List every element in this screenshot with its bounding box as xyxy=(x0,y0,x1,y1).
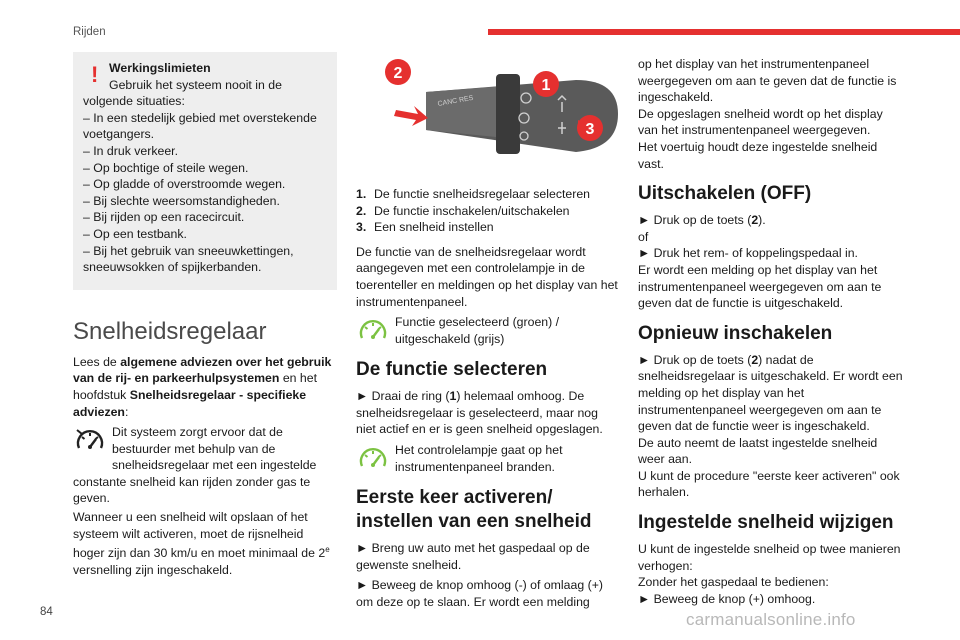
heading-reactivate: Opnieuw inschakelen xyxy=(638,322,833,344)
intro-paragraph: Lees de algemene adviezen over het gebruik van de rij- en parkeerhulpsystemen en het hoofdstuk Snelheidsregelaar - specifieke adviezen: xyxy=(73,354,332,419)
change-step: ► Beweeg de knop (+) omhoog. xyxy=(638,591,816,606)
warning-line: volgende situaties: xyxy=(83,94,185,109)
callout-2: 2 xyxy=(393,65,403,82)
warning-line: sneeuwsokken of spijkerbanden. xyxy=(83,260,262,275)
callout-3: 3 xyxy=(585,121,595,138)
heading-change-speed: Ingestelde snelheid wijzigen xyxy=(638,512,894,534)
warning-line: – Bij slechte weersomstandigheden. xyxy=(83,193,280,208)
list-item: 3. Een snelheid instellen xyxy=(356,220,494,235)
steering-lever-illustration xyxy=(356,52,620,172)
indicator-icon-note-2 xyxy=(356,442,620,476)
indicator-icon-note xyxy=(356,314,620,348)
activation-requirements: Wanneer u een snelheid wilt opslaan of het systeem wilt activeren, moet de rijsnelheid hoger zijn dan 30 km/u en moet minimaal de 2e versnelling zijn ingeschakeld. xyxy=(73,510,330,577)
warning-lines xyxy=(83,93,327,276)
section-heading-cruise-control: Snelheidsregelaar xyxy=(73,317,267,345)
list-item: 1. De functie snelheidsregelaar selecteren xyxy=(356,187,591,201)
off-step-1: ► Druk op de toets (2). xyxy=(638,213,766,228)
warning-line: – Bij het gebruik van sneeuwkettingen, xyxy=(83,243,294,258)
warning-line: – Op gladde of overstroomde wegen. xyxy=(83,177,286,192)
callout-1: 1 xyxy=(541,77,551,94)
first-step-2: ► Beweeg de knop omhoog (-) of omlaag (+) om deze op te slaan. Er wordt een melding xyxy=(356,578,603,609)
cruise-indicator-icon xyxy=(356,314,390,348)
warning-box xyxy=(73,52,337,290)
on-repeat: U kunt de procedure "eerste keer activeren" ook herhalen. xyxy=(638,468,900,500)
warning-line: – Bij rijden op een racecircuit. xyxy=(83,210,245,225)
warning-title: Werkingslimieten xyxy=(109,61,211,75)
warning-line: voetgangers. xyxy=(83,127,155,142)
list-item: 2. De functie inschakelen/uitschakelen xyxy=(356,203,570,218)
header-title: Rijden xyxy=(73,26,106,38)
lever-canc-res-text: CANC RES xyxy=(437,94,474,108)
heading-first-activation: Eerste keer activeren/ instellen van een snelheid xyxy=(356,486,592,532)
off-message: Er wordt een melding op het display van het instrumentenpaneel weergegeven om aan te geven dat de functie is uitgeschakeld. xyxy=(638,262,882,311)
push-arrow-icon xyxy=(394,106,428,126)
on-resume: De auto neemt de laatst ingestelde snelheid weer aan. xyxy=(638,435,878,467)
heading-select-function: De functie selecteren xyxy=(356,359,548,381)
first-step-1: ► Breng uw auto met het gaspedaal op de gewenste snelheid. xyxy=(356,540,590,572)
off-step-2: ► Druk het rem- of koppelingspedaal in. xyxy=(638,246,858,261)
warning-line: – In een stedelijk gebied met overstekende xyxy=(83,110,317,125)
steering-lever-drawing xyxy=(356,52,620,172)
indicator-paragraph: De functie van de snelheidsregelaar wordt aangegeven met een controlelampje in de toerenteller en meldingen op het display van het instrumentenpaneel. xyxy=(356,244,618,309)
column-left xyxy=(73,52,337,583)
warning-first-line xyxy=(109,77,327,94)
warning-line: – Op bochtige of steile wegen. xyxy=(83,160,249,175)
select-paragraph: ► Draai de ring (1) helemaal omhoog. De snelheidsregelaar is geselecteerd, maar nog niet actief en er is geen snelheid opgeslagen. xyxy=(356,389,603,437)
watermark: carmanualsonline.info xyxy=(686,610,856,629)
header-accent-bar xyxy=(488,29,960,35)
stored-speed-paragraph: De opgeslagen snelheid wordt op het display van het instrumentenpaneel weergegeven. xyxy=(638,106,883,138)
speedometer-icon-text: Dit systeem zorgt ervoor dat de bestuurder met behulp van de snelheidsregelaar met een ingestelde constante snelheid kan rijden zonder gas te geven. xyxy=(73,425,317,506)
indicator-icon-text: Functie geselecteerd (groen) / uitgeschakeld (grijs) xyxy=(395,315,560,346)
change-intro: U kunt de ingestelde snelheid op twee manieren verhogen: xyxy=(638,542,901,573)
off-or: of xyxy=(638,229,649,244)
indicator-icon-text-2: Het controlelampje gaat op het instrumentenpaneel branden. xyxy=(395,442,563,474)
hold-speed-paragraph: Het voertuig houdt deze ingestelde snelheid vast. xyxy=(638,139,878,171)
warning-icon: ! xyxy=(91,62,99,87)
numbered-list xyxy=(356,186,620,236)
page-number: 84 xyxy=(40,606,53,618)
warning-line: – In druk verkeer. xyxy=(83,143,179,158)
column-middle xyxy=(356,52,620,614)
warning-line: – Op een testbank. xyxy=(83,226,187,241)
change-without-pedal: Zonder het gaspedaal te bedienen: xyxy=(638,575,829,590)
cruise-control-speedometer-icon xyxy=(73,424,107,458)
column-right xyxy=(638,56,904,607)
heading-switch-off: Uitschakelen (OFF) xyxy=(638,183,812,205)
continued-paragraph: op het display van het instrumentenpaneel weergegeven om aan te geven dat de functie is ingeschakeld. xyxy=(638,57,897,105)
warning-line: Gebruik het systeem nooit in de xyxy=(109,77,282,92)
cruise-indicator-icon xyxy=(356,442,390,476)
on-step-1: ► Druk op de toets (2) nadat de snelheidsregelaar is uitgeschakeld. Er wordt een melding op het display van het instrumentenpaneel weergegeven om aan te geven dat de functie weer is ingeschakeld. xyxy=(638,352,903,434)
speedometer-icon-note xyxy=(73,424,337,507)
